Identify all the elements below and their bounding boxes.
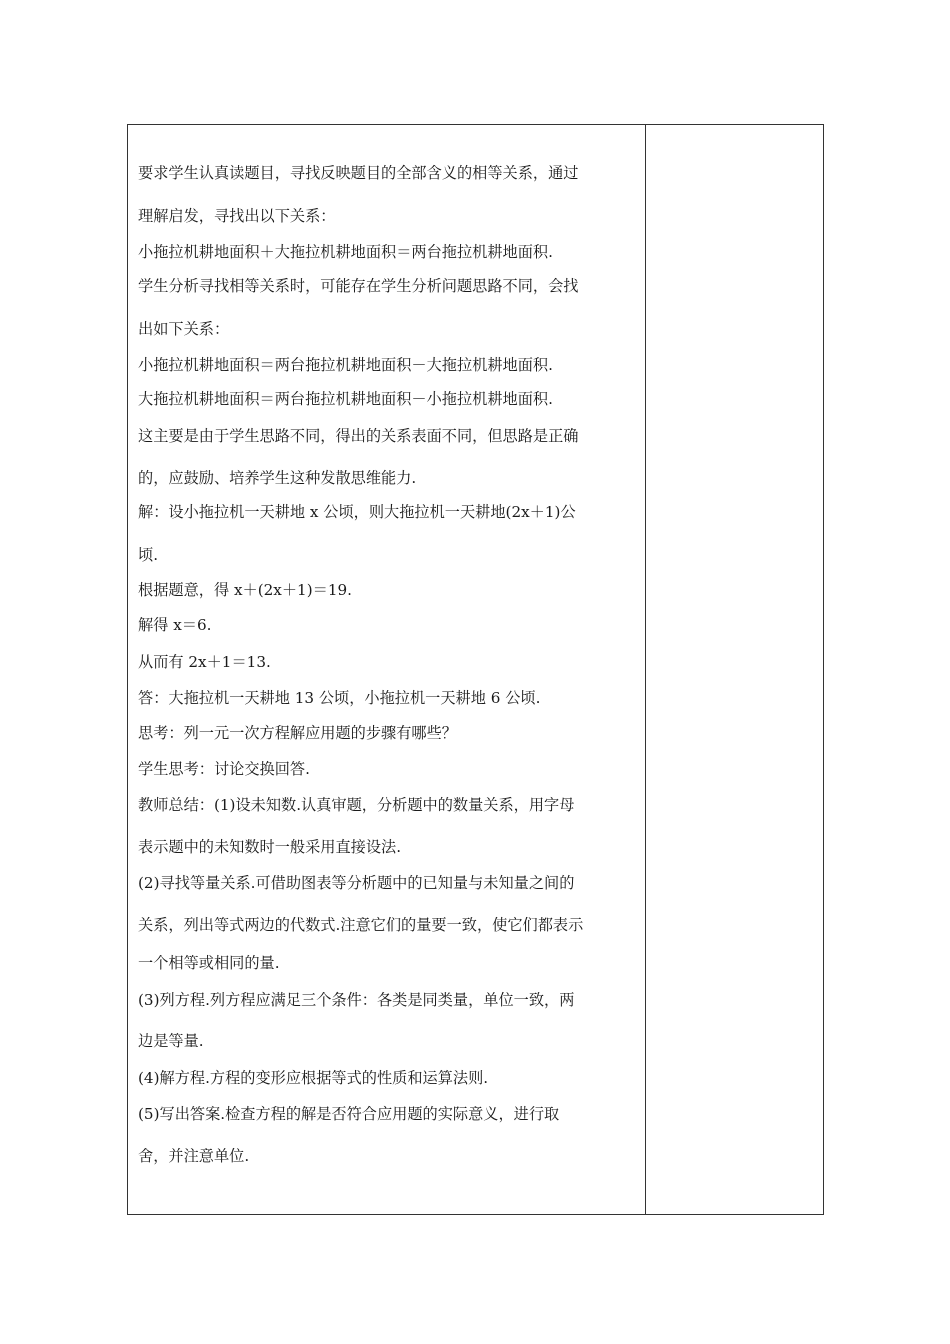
text-line: 舍，并注意单位. — [138, 1147, 250, 1165]
content-cell — [128, 125, 645, 1214]
text-line: 小拖拉机耕地面积＋大拖拉机耕地面积＝两台拖拉机耕地面积. — [138, 243, 553, 261]
text-line: 解得 x＝6. — [138, 616, 212, 634]
text-line: 思考：列一元一次方程解应用题的步骤有哪些？ — [138, 724, 457, 742]
text-line: 这主要是由于学生思路不同，得出的关系表面不同，但思路是正确 — [138, 427, 579, 445]
text-line: 大拖拉机耕地面积＝两台拖拉机耕地面积－小拖拉机耕地面积. — [138, 390, 553, 408]
text-line: 的，应鼓励、培养学生这种发散思维能力. — [138, 469, 417, 487]
text-line: 要求学生认真读题目，寻找反映题目的全部含义的相等关系，通过 — [138, 164, 579, 182]
text-line: 小拖拉机耕地面积＝两台拖拉机耕地面积－大拖拉机耕地面积. — [138, 356, 553, 374]
text-line: (4)解方程.方程的变形应根据等式的性质和运算法则. — [138, 1069, 489, 1087]
text-line: 顷. — [138, 546, 159, 564]
text-line: 从而有 2x＋1＝13. — [138, 653, 271, 671]
text-line: 学生分析寻找相等关系时，可能存在学生分析问题思路不同，会找 — [138, 277, 579, 295]
text-line: 边是等量. — [138, 1032, 204, 1050]
text-line: 一个相等或相同的量. — [138, 954, 280, 972]
text-line: 关系，列出等式两边的代数式.注意它们的量要一致，使它们都表示 — [138, 916, 584, 934]
lesson-table — [127, 124, 824, 1215]
text-line: 理解启发，寻找出以下关系： — [138, 207, 336, 225]
text-line: 根据题意，得 x＋(2x＋1)＝19. — [138, 581, 352, 599]
notes-cell — [646, 125, 823, 1214]
text-line: 解：设小拖拉机一天耕地 x 公顷，则大拖拉机一天耕地(2x＋1)公 — [138, 503, 576, 521]
text-line: 表示题中的未知数时一般采用直接设法. — [138, 838, 402, 856]
text-line: (2)寻找等量关系.可借助图表等分析题中的已知量与未知量之间的 — [138, 874, 575, 892]
text-line: 学生思考：讨论交换回答. — [138, 760, 310, 778]
text-line: 教师总结：(1)设未知数.认真审题，分析题中的数量关系，用字母 — [138, 796, 575, 814]
text-line: 答：大拖拉机一天耕地 13 公顷，小拖拉机一天耕地 6 公顷. — [138, 689, 541, 707]
text-line: (3)列方程.列方程应满足三个条件：各类是同类量，单位一致，两 — [138, 991, 575, 1009]
text-line: (5)写出答案.检查方程的解是否符合应用题的实际意义，进行取 — [138, 1105, 560, 1123]
text-line: 出如下关系： — [138, 320, 230, 338]
